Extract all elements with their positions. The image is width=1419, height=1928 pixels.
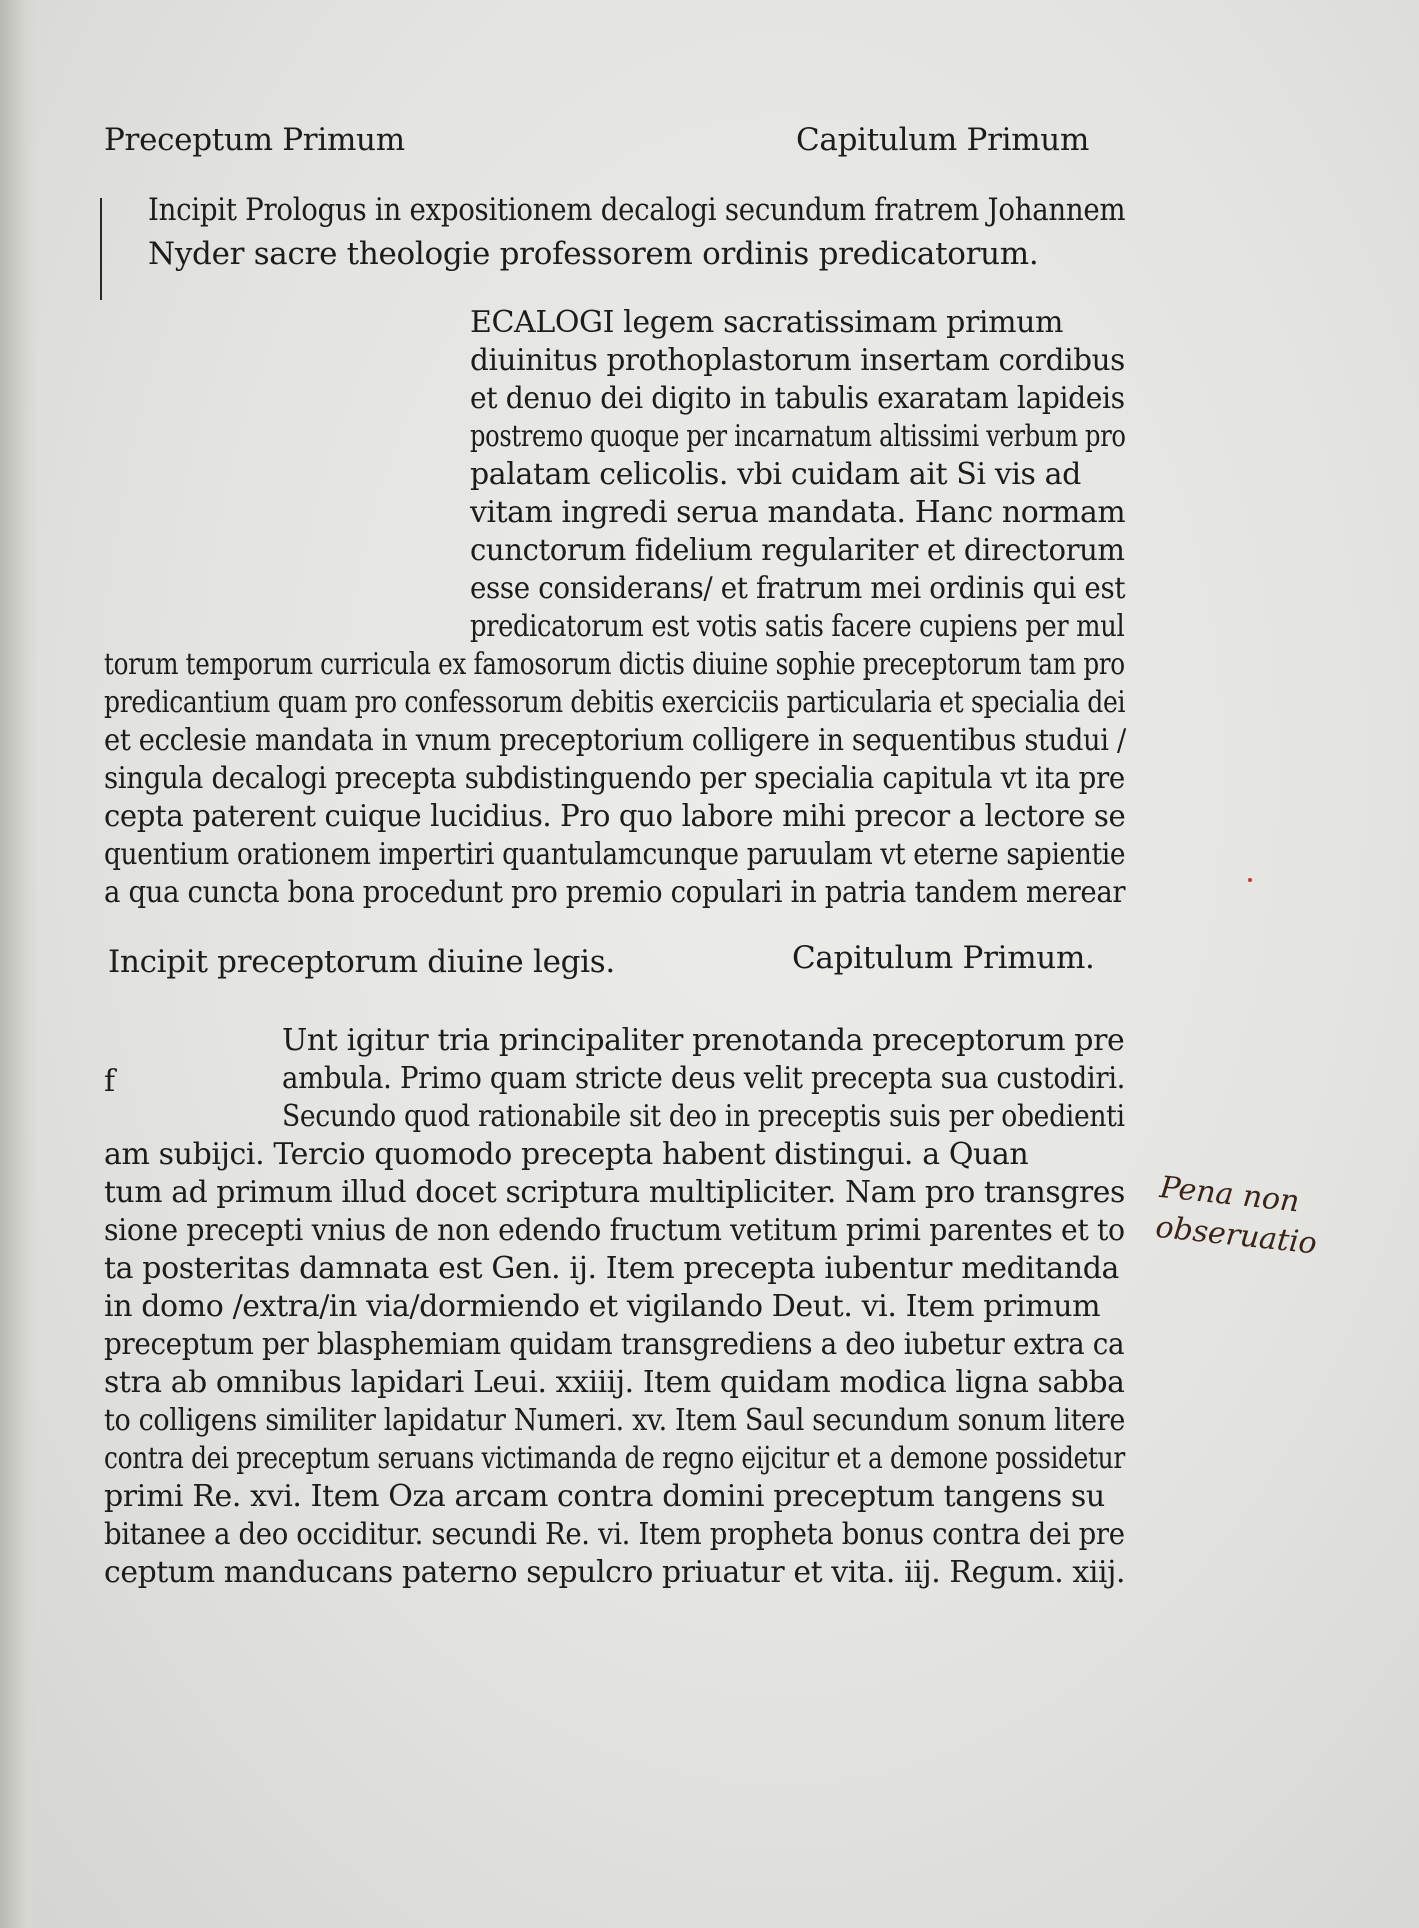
margin-note-line-1: Pena non [1158,1169,1302,1220]
running-head-left: Preceptum Primum [104,122,405,158]
red-ink-speck [1248,878,1252,882]
text-line: predicantium quam pro confessorum debitis exerciciis particularia et specialia dei [104,685,1126,720]
text-line: to colligens similiter lapidatur Numeri. xv. Item Saul secundum sonum litere [104,1403,1125,1438]
text-line: esse considerans/ et fratrum mei ordinis qui est [470,571,1126,606]
text-line: sione precepti vnius de non edendo fructum vetitum primi parentes et to [104,1213,1125,1248]
text-line: a qua cuncta bona procedunt pro premio copulari in patria tandem merear [104,875,1126,910]
text-line: ta posteritas damnata est Gen. ij. Item precepta iubentur meditanda [104,1251,1119,1286]
text-line: am subijci. Tercio quomodo precepta habent distingui. a Quan [104,1137,1029,1172]
text-line: et ecclesie mandata in vnum preceptorium colligere in sequentibus studui / [104,723,1126,758]
running-head-right: Capitulum Primum [796,122,1090,158]
margin-note-line-2: obseruatio [1153,1209,1319,1262]
prologue-title-line-1: Incipit Prologus in expositionem decalogi secundum fratrem Johannem [148,192,1126,228]
text-line: cepta paterent cuique lucidius. Pro quo labore mihi precor a lectore se [104,799,1126,834]
text-line: primi Re. xvi. Item Oza arcam contra domini preceptum tangens su [104,1479,1105,1514]
text-line: tum ad primum illud docet scriptura multipliciter. Nam pro transgres [104,1175,1125,1210]
text-line: vitam ingredi serua mandata. Hanc normam [470,495,1126,530]
text-line: Secundo quod rationabile sit deo in preceptis suis per obedienti [282,1099,1125,1134]
text-line: palatam celicolis. vbi cuidam ait Si vis ad [470,457,1081,492]
text-line: bitanee a deo occiditur. secundi Re. vi. Item propheta bonus contra dei pre [104,1517,1125,1552]
text-line: ceptum manducans paterno sepulcro priuatur et vita. iij. Regum. xiij. [104,1555,1126,1590]
text-line: preceptum per blasphemiam quidam transgrediens a deo iubetur extra ca [104,1327,1125,1362]
rubric-bracket [100,198,102,300]
chapter-heading-left: Incipit preceptorum diuine legis. [108,944,615,980]
text-line: ECALOGI legem sacratissimam primum [470,305,1064,340]
text-line: singula decalogi precepta subdistinguendo per specialia capitula vt ita pre [104,761,1125,796]
text-line: diuinitus prothoplastorum insertam cordibus [470,343,1125,378]
text-line: torum temporum curricula ex famosorum dictis diuine sophie preceptorum tam pro [104,647,1125,682]
text-line: postremo quoque per incarnatum altissimi verbum pro [470,419,1126,454]
guide-letter: f [104,1064,116,1099]
text-line: stra ab omnibus lapidari Leui. xxiiij. Item quidam modica ligna sabba [104,1365,1125,1400]
handwritten-margin-note [1154,1168,1323,1264]
text-line: ambula. Primo quam stricte deus velit precepta sua custodiri. [282,1061,1126,1096]
text-line: contra dei preceptum seruans victimanda de regno eijcitur et a demone possidetur [104,1441,1125,1476]
text-line: et denuo dei digito in tabulis exaratam lapideis [470,381,1125,416]
text-line: cunctorum fidelium regulariter et directorum [470,533,1125,568]
page-gutter-shadow [0,0,38,1928]
text-line: quentium orationem impertiri quantulamcunque paruulam vt eterne sapientie [104,837,1126,872]
text-line: Unt igitur tria principaliter prenotanda preceptorum pre [282,1023,1125,1058]
prologue-title-line-2: Nyder sacre theologie professorem ordinis predicatorum. [148,236,1039,272]
chapter-heading-right: Capitulum Primum. [792,940,1095,976]
text-line: predicatorum est votis satis facere cupiens per mul [470,609,1125,644]
text-line: in domo /extra/in via/dormiendo et vigilando Deut. vi. Item primum [104,1289,1101,1324]
